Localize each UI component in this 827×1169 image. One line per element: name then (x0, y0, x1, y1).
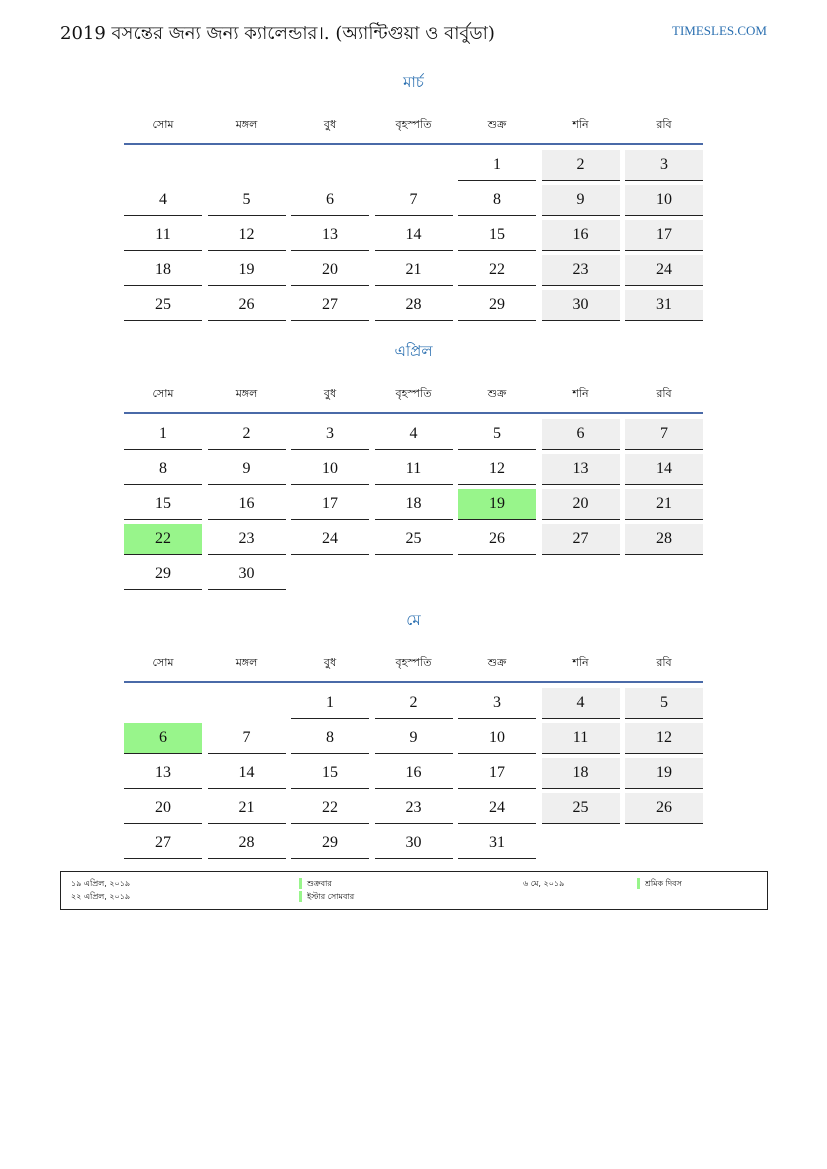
day-cell[interactable]: 30 (208, 559, 286, 590)
day-cell[interactable]: 6 (542, 419, 620, 450)
day-cell[interactable]: 8 (458, 185, 536, 216)
day-cell[interactable]: 31 (458, 828, 536, 859)
month-name: মে (406, 611, 421, 629)
day-cell[interactable]: 25 (124, 290, 202, 321)
day-grid (124, 150, 703, 321)
day-cell[interactable]: 25 (375, 524, 453, 555)
weekday-label: সোম (152, 656, 174, 669)
month-may (124, 609, 703, 859)
day-cell[interactable]: 7 (208, 723, 286, 754)
day-cell[interactable]: 4 (542, 688, 620, 719)
day-cell[interactable]: 2 (542, 150, 620, 181)
day-cell[interactable]: 7 (625, 419, 703, 450)
day-cell[interactable]: 19 (458, 489, 536, 520)
day-cell[interactable]: 18 (542, 758, 620, 789)
day-cell[interactable]: 22 (458, 255, 536, 286)
weekday-label: মঙ্গল (235, 656, 258, 669)
day-cell[interactable]: 4 (375, 419, 453, 450)
month-name: মার্চ (403, 73, 424, 91)
day-cell[interactable]: 16 (542, 220, 620, 251)
day-cell[interactable]: 15 (458, 220, 536, 251)
day-cell[interactable]: 4 (124, 185, 202, 216)
day-cell[interactable]: 26 (625, 793, 703, 824)
day-cell[interactable]: 6 (291, 185, 369, 216)
day-cell[interactable]: 1 (458, 150, 536, 181)
header-divider (124, 143, 703, 145)
day-cell[interactable]: 10 (291, 454, 369, 485)
day-cell[interactable]: 5 (458, 419, 536, 450)
day-cell[interactable]: 21 (375, 255, 453, 286)
day-cell[interactable]: 2 (208, 419, 286, 450)
day-cell[interactable]: 30 (375, 828, 453, 859)
site-link[interactable]: TIMESLES.COM (672, 23, 767, 38)
day-cell[interactable]: 27 (291, 290, 369, 321)
day-cell[interactable]: 12 (458, 454, 536, 485)
empty-cell (291, 150, 369, 180)
day-cell[interactable]: 29 (124, 559, 202, 590)
day-cell[interactable]: 29 (458, 290, 536, 321)
day-cell[interactable]: 20 (542, 489, 620, 520)
day-cell[interactable]: 28 (375, 290, 453, 321)
day-cell[interactable]: 1 (291, 688, 369, 719)
day-cell[interactable]: 28 (625, 524, 703, 555)
day-cell[interactable]: 3 (458, 688, 536, 719)
weekday-label: বৃহস্পতি (395, 387, 432, 400)
day-cell[interactable]: 5 (208, 185, 286, 216)
empty-cell (625, 828, 703, 858)
header-divider (124, 412, 703, 414)
weekday-label: রবি (656, 387, 672, 400)
day-cell[interactable]: 9 (375, 723, 453, 754)
empty-cell (625, 559, 703, 589)
day-cell[interactable]: 11 (375, 454, 453, 485)
holiday-marker (637, 878, 640, 889)
page-title: 2019 বসন্তের জন্য জন্য ক্যালেন্ডার।. (অ্যান্টিগুয়া ও বার্বুডা) (60, 23, 495, 44)
holiday-marker (299, 878, 302, 889)
day-cell[interactable]: 19 (208, 255, 286, 286)
day-cell[interactable]: 21 (208, 793, 286, 824)
day-cell[interactable]: 2 (375, 688, 453, 719)
day-cell[interactable]: 9 (542, 185, 620, 216)
day-cell[interactable]: 25 (542, 793, 620, 824)
holiday-legend (60, 871, 768, 910)
day-cell[interactable]: 22 (124, 524, 202, 555)
day-cell[interactable]: 22 (291, 793, 369, 824)
legend-holiday-name: শ্রমিক দিবস (645, 879, 682, 888)
day-cell[interactable]: 31 (625, 290, 703, 321)
day-cell[interactable]: 11 (542, 723, 620, 754)
day-cell[interactable]: 18 (124, 255, 202, 286)
day-cell[interactable]: 15 (291, 758, 369, 789)
empty-cell (208, 150, 286, 180)
day-cell[interactable]: 11 (124, 220, 202, 251)
holiday-marker (299, 891, 302, 902)
header-divider (124, 681, 703, 683)
legend-holiday-name: ইস্টার সোমবার (307, 892, 355, 901)
day-cell[interactable]: 28 (208, 828, 286, 859)
weekday-label: সোম (152, 118, 174, 131)
day-grid (124, 419, 703, 590)
weekday-label: শুক্র (487, 118, 507, 131)
weekday-label: রবি (656, 118, 672, 131)
weekday-label: শনি (572, 656, 589, 669)
weekday-label: রবি (656, 656, 672, 669)
day-cell[interactable]: 14 (375, 220, 453, 251)
empty-cell (542, 828, 620, 858)
day-cell[interactable]: 23 (375, 793, 453, 824)
empty-cell (291, 559, 369, 589)
day-cell[interactable]: 21 (625, 489, 703, 520)
weekday-header (124, 653, 703, 673)
day-cell[interactable]: 14 (208, 758, 286, 789)
empty-cell (124, 688, 202, 718)
day-cell[interactable]: 18 (375, 489, 453, 520)
day-cell[interactable]: 16 (375, 758, 453, 789)
weekday-label: মঙ্গল (235, 387, 258, 400)
day-cell[interactable]: 23 (208, 524, 286, 555)
weekday-label: মঙ্গল (235, 118, 258, 131)
day-cell[interactable]: 9 (208, 454, 286, 485)
day-cell[interactable]: 24 (625, 255, 703, 286)
day-cell[interactable]: 24 (291, 524, 369, 555)
weekday-label: শনি (572, 387, 589, 400)
empty-cell (375, 559, 453, 589)
day-cell[interactable]: 27 (124, 828, 202, 859)
day-cell[interactable]: 14 (625, 454, 703, 485)
day-cell[interactable]: 12 (625, 723, 703, 754)
day-cell[interactable]: 17 (625, 220, 703, 251)
weekday-label: বুধ (323, 118, 337, 131)
day-cell[interactable]: 29 (291, 828, 369, 859)
day-cell[interactable]: 27 (542, 524, 620, 555)
weekday-label: বৃহস্পতি (395, 118, 432, 131)
day-cell[interactable]: 10 (458, 723, 536, 754)
day-cell[interactable]: 13 (124, 758, 202, 789)
day-cell[interactable]: 8 (124, 454, 202, 485)
legend-date: ৬ মে, ২০১৯ (523, 879, 565, 888)
day-cell[interactable]: 15 (124, 489, 202, 520)
day-grid (124, 688, 703, 859)
day-cell[interactable]: 17 (291, 489, 369, 520)
weekday-label: সোম (152, 387, 174, 400)
weekday-label: বৃহস্পতি (395, 656, 432, 669)
month-april (124, 340, 703, 590)
day-cell[interactable]: 23 (542, 255, 620, 286)
empty-cell (375, 150, 453, 180)
empty-cell (208, 688, 286, 718)
legend-date: ২২ এপ্রিল, ২০১৯ (71, 892, 131, 901)
day-cell[interactable]: 1 (124, 419, 202, 450)
weekday-header (124, 384, 703, 404)
weekday-header (124, 115, 703, 135)
day-cell[interactable]: 24 (458, 793, 536, 824)
weekday-label: শুক্র (487, 387, 507, 400)
day-cell[interactable]: 10 (625, 185, 703, 216)
day-cell[interactable]: 26 (458, 524, 536, 555)
day-cell[interactable]: 13 (542, 454, 620, 485)
weekday-label: শনি (572, 118, 589, 131)
day-cell[interactable]: 8 (291, 723, 369, 754)
day-cell[interactable]: 17 (458, 758, 536, 789)
day-cell[interactable]: 7 (375, 185, 453, 216)
day-cell[interactable]: 3 (291, 419, 369, 450)
legend-date: ১৯ এপ্রিল, ২০১৯ (71, 879, 131, 888)
day-cell[interactable]: 19 (625, 758, 703, 789)
day-cell[interactable]: 20 (124, 793, 202, 824)
empty-cell (458, 559, 536, 589)
day-cell[interactable]: 30 (542, 290, 620, 321)
day-cell[interactable]: 3 (625, 150, 703, 181)
day-cell[interactable]: 26 (208, 290, 286, 321)
empty-cell (542, 559, 620, 589)
month-march (124, 71, 703, 321)
day-cell[interactable]: 5 (625, 688, 703, 719)
weekday-label: বুধ (323, 387, 337, 400)
day-cell[interactable]: 20 (291, 255, 369, 286)
day-cell[interactable]: 12 (208, 220, 286, 251)
weekday-label: বুধ (323, 656, 337, 669)
day-cell[interactable]: 6 (124, 723, 202, 754)
day-cell[interactable]: 16 (208, 489, 286, 520)
day-cell[interactable]: 13 (291, 220, 369, 251)
weekday-label: শুক্র (487, 656, 507, 669)
empty-cell (124, 150, 202, 180)
month-name: এপ্রিল (394, 342, 433, 360)
legend-holiday-name: শুক্রবার (307, 879, 332, 888)
